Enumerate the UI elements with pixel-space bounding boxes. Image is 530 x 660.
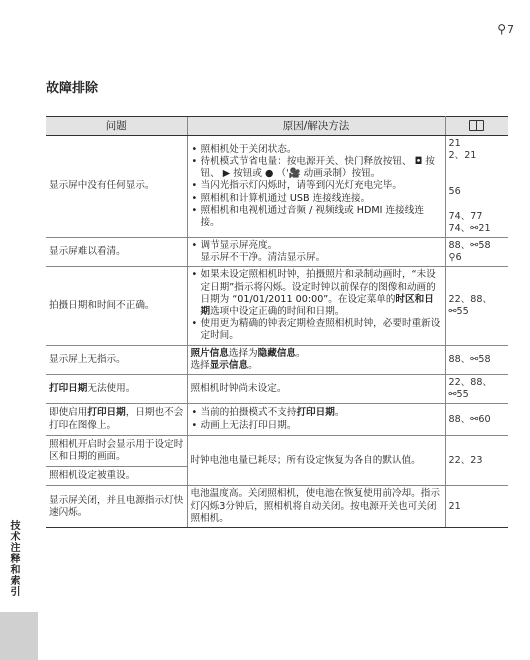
problem-cell: 显示屏中没有任何显示。 — [46, 136, 187, 238]
reference-cell — [445, 375, 508, 404]
reference-cell — [445, 267, 508, 345]
problem-cell: 打印日期无法使用。 — [46, 375, 187, 404]
problem-cell: 显示屏难以看清。 — [46, 238, 187, 267]
page-title: 故障排除 — [46, 81, 99, 96]
reference-cell — [445, 238, 508, 267]
reference-link: ⚲6 — [448, 252, 462, 264]
cause-item: • 当闪光指示灯闪烁时，请等到闪光灯充电完毕。 — [201, 180, 442, 192]
cause-item: • 如果未设定照相机时钟，拍摄照片和录制动画时，“未设定日期”指示将闪烁。设定时钟以前保存的图像和动画的日期为 “01/01/2011 00:00”。在设定菜单的时区和日期选项中设定正确的时间和日期。 — [201, 269, 442, 318]
problem-cell: 显示屏上无指示。 — [46, 345, 187, 374]
cause-item: • 照相机处于关闭状态。 — [201, 144, 442, 156]
reference-link: 88、⚯58 — [448, 240, 491, 252]
reference-link: 22、23 — [448, 454, 483, 466]
header-reference — [445, 117, 508, 136]
manual-reference-icon — [469, 120, 484, 131]
reference-link: 21 — [448, 500, 461, 512]
problem-cell: 拍摄日期和时间不正确。 — [46, 267, 187, 345]
cause-item: • 使用更为精确的钟表定期检查照相机时钟，必要时重新设定时间。 — [201, 318, 442, 342]
reference-link: 22、88、 — [448, 293, 493, 305]
problem-cell: 显示屏关闭，并且电源指示灯快速闪烁。 — [46, 486, 187, 528]
table-row — [46, 345, 508, 374]
table-row — [46, 238, 508, 267]
reference-link: 88、⚯60 — [448, 413, 491, 425]
reference-link: 74、77 — [448, 210, 483, 222]
table-row — [46, 404, 508, 435]
problem-cell: 即使启用打印日期，日期也不会打印在图像上。 — [46, 404, 187, 435]
cause-cell: 电池温度高。关闭照相机，使电池在恢复使用前冷却。指示灯闪烁3分钟后，照相机将自动关闭。按电源开关也可关闭照相机。 — [187, 486, 445, 528]
cause-item: • 照相机和电视机通过音频 / 视频线或 HDMI 连接线连接。 — [201, 205, 442, 229]
cause-cell — [187, 267, 445, 345]
reference-link: 2、21 — [448, 150, 477, 162]
reference-cell — [445, 136, 508, 238]
reference-link: ⚯55 — [448, 306, 469, 318]
table-row — [46, 486, 508, 528]
problem-cell: 照相机开启时会显示用于设定时区和日期的画面。 照相机设定被重设。 — [46, 435, 187, 486]
cause-cell — [187, 136, 445, 238]
reference-link: 88、⚯58 — [448, 353, 491, 365]
reference-cell — [445, 435, 508, 486]
cause-item: • 待机模式节省电量：按电源开关、快门释放按钮、 ◘ 按钮、 ▶ 按钮或 ● （'🎥 动画录制）按钮。 — [201, 156, 442, 180]
page-number: ⚲7 — [497, 22, 514, 36]
cause-item: • 当前的拍摄模式不支持打印日期。 — [201, 407, 442, 419]
table-row — [46, 375, 508, 404]
troubleshooting-table — [46, 116, 508, 528]
problem-cell-secondary: 照相机设定被重设。 — [46, 466, 187, 485]
reference-link: 21 — [448, 138, 461, 149]
table-row — [46, 136, 508, 238]
cause-cell: 照相机时钟尚未设定。 — [187, 375, 445, 404]
cause-item: • 动画上无法打印日期。 — [201, 420, 442, 432]
reference-link: ⚯55 — [448, 389, 469, 401]
side-tab — [0, 612, 38, 660]
book-ref-icon: ⚲ — [497, 22, 506, 36]
reference-cell — [445, 404, 508, 435]
header-problem: 问题 — [46, 117, 187, 136]
header-cause: 原因/解决方法 — [187, 117, 445, 136]
bold-term: 时区和日期 — [200, 293, 434, 318]
table-row — [46, 267, 508, 345]
cause-cell: 照片信息选择为隐藏信息。 选择显示信息。 — [187, 345, 445, 374]
cause-cell: 时钟电池电量已耗尽；所有设定恢复为各自的默认值。 — [187, 435, 445, 486]
reference-link: 74、⚯21 — [448, 222, 491, 234]
reference-cell — [445, 486, 508, 528]
table-row — [46, 435, 508, 486]
cause-cell — [187, 238, 445, 267]
reference-link: 22、88、 — [448, 377, 493, 389]
table-header-row — [46, 117, 508, 136]
cause-item: • 调节显示屏亮度。 显示屏不干净。清洁显示屏。 — [201, 240, 442, 264]
reference-cell — [445, 345, 508, 374]
side-section-label: 技术注释和索引 — [8, 520, 19, 597]
reference-link: 56 — [448, 186, 461, 198]
cause-item: • 照相机和计算机通过 USB 连接线连接。 — [201, 193, 442, 205]
cause-cell — [187, 404, 445, 435]
